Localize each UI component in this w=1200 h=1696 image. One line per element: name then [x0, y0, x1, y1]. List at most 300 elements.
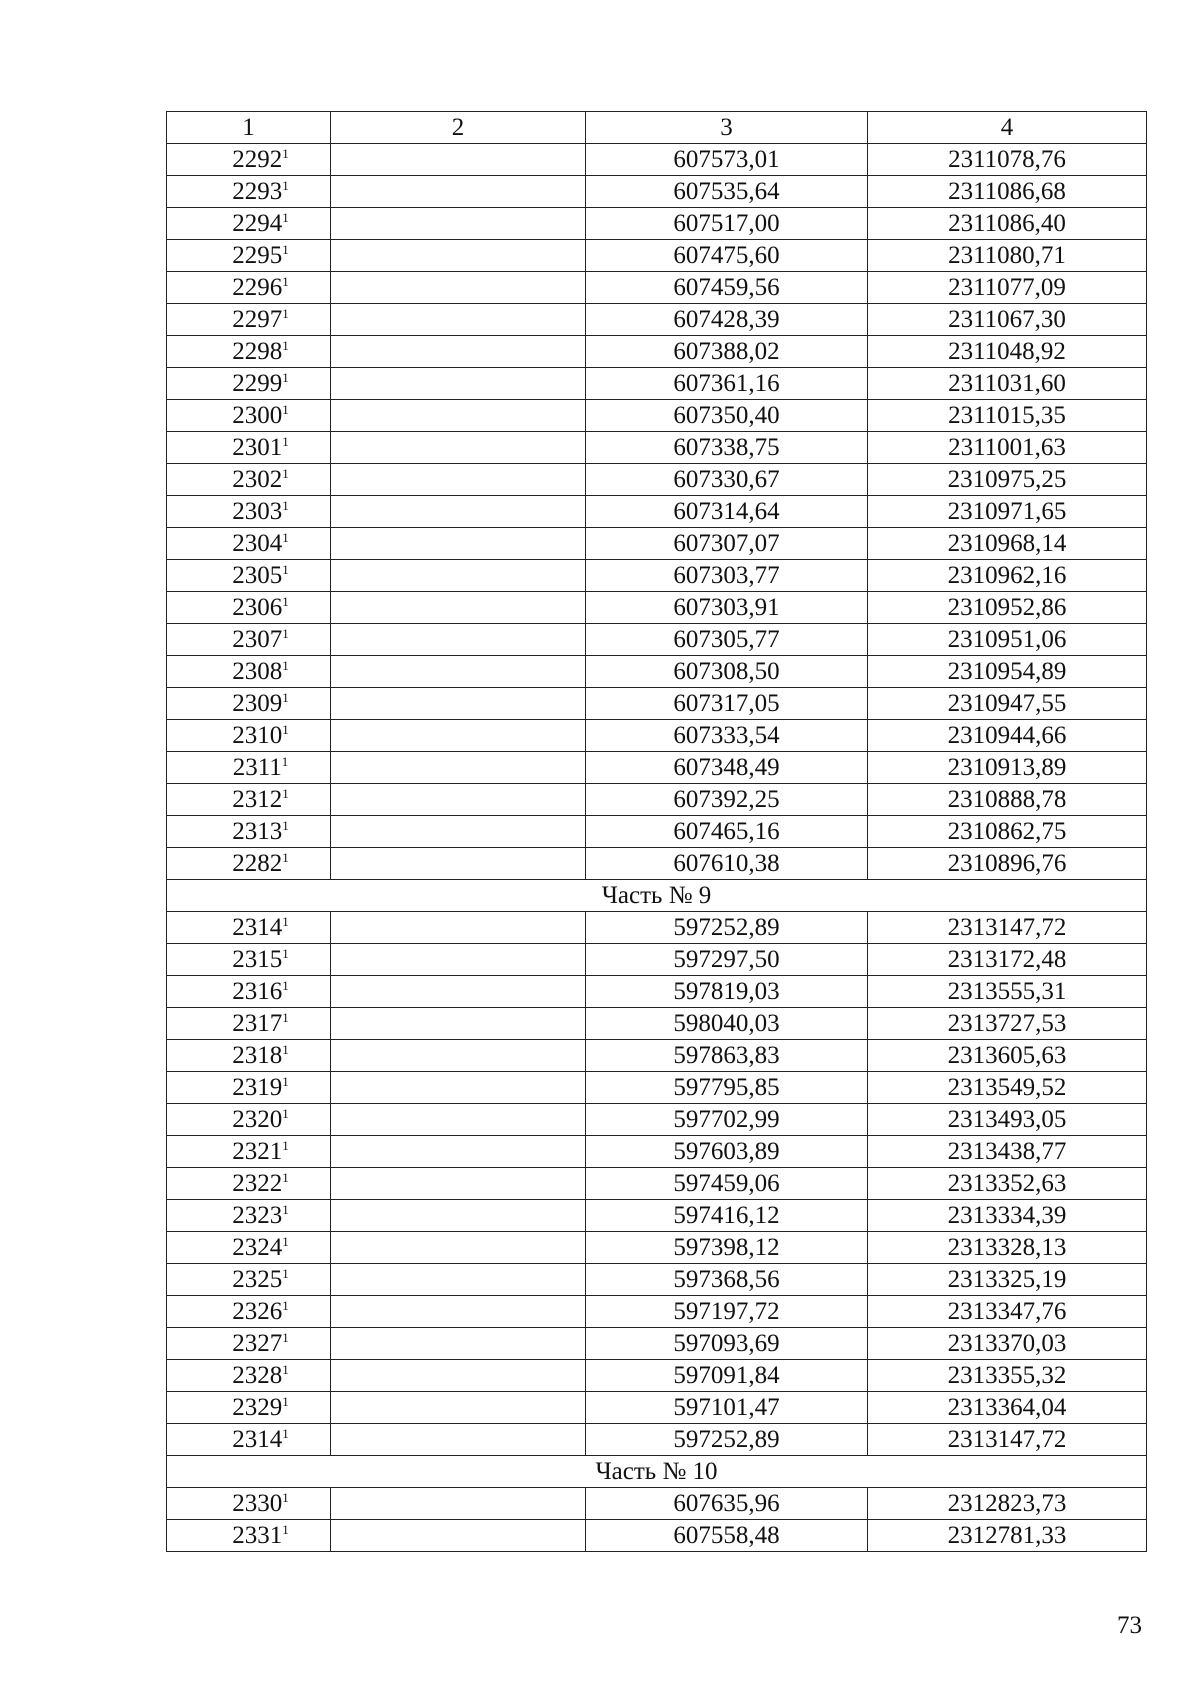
point-number-superscript: 1	[282, 1490, 289, 1505]
y-coordinate: 2311031,60	[868, 368, 1147, 400]
table-row	[167, 1136, 1147, 1168]
x-coordinate: 607388,02	[586, 336, 868, 368]
column-2-cell	[331, 368, 586, 400]
point-number-superscript: 1	[282, 434, 289, 449]
table-row	[167, 816, 1147, 848]
x-coordinate: 597398,12	[586, 1232, 868, 1264]
point-number-superscript: 1	[282, 1042, 289, 1057]
point-number: 2304	[232, 530, 283, 557]
y-coordinate: 2310896,76	[868, 848, 1147, 880]
point-number: 2294	[232, 210, 283, 237]
point-number-superscript: 1	[282, 242, 289, 257]
table-row	[167, 912, 1147, 944]
y-coordinate: 2310954,89	[868, 656, 1147, 688]
y-coordinate: 2310962,16	[868, 560, 1147, 592]
table-row	[167, 1328, 1147, 1360]
point-number-superscript: 1	[282, 594, 289, 609]
point-number-cell	[167, 944, 331, 976]
point-number-superscript: 1	[282, 1202, 289, 1217]
coordinates-table-body	[167, 112, 1147, 1552]
point-number: 2302	[232, 466, 283, 493]
point-number: 2296	[232, 274, 283, 301]
point-number-cell	[167, 1392, 331, 1424]
point-number: 2299	[232, 370, 283, 397]
y-coordinate: 2310862,75	[868, 816, 1147, 848]
point-number-superscript: 1	[282, 1394, 289, 1409]
column-2-cell	[331, 976, 586, 1008]
point-number: 2317	[232, 1010, 283, 1037]
table-row	[167, 720, 1147, 752]
point-number-cell	[167, 176, 331, 208]
point-number-superscript: 1	[282, 466, 289, 481]
point-number: 2319	[232, 1074, 283, 1101]
y-coordinate: 2313549,52	[868, 1072, 1147, 1104]
x-coordinate: 607459,56	[586, 272, 868, 304]
column-2-cell	[331, 1040, 586, 1072]
point-number: 2308	[232, 658, 283, 685]
table-row	[167, 1232, 1147, 1264]
x-coordinate: 597368,56	[586, 1264, 868, 1296]
column-2-cell	[331, 1168, 586, 1200]
point-number-superscript: 1	[282, 1010, 289, 1025]
point-number-superscript: 1	[282, 722, 289, 737]
point-number-cell	[167, 1360, 331, 1392]
point-number-cell	[167, 208, 331, 240]
point-number: 2327	[232, 1330, 283, 1357]
y-coordinate: 2313328,13	[868, 1232, 1147, 1264]
y-coordinate: 2311067,30	[868, 304, 1147, 336]
x-coordinate: 607308,50	[586, 656, 868, 688]
point-number-cell	[167, 432, 331, 464]
point-number: 2315	[232, 946, 283, 973]
point-number-cell	[167, 624, 331, 656]
point-number-cell	[167, 816, 331, 848]
point-number-superscript: 1	[282, 178, 289, 193]
y-coordinate: 2311001,63	[868, 432, 1147, 464]
x-coordinate: 597702,99	[586, 1104, 868, 1136]
point-number-cell	[167, 400, 331, 432]
column-2-cell	[331, 304, 586, 336]
point-number-cell	[167, 336, 331, 368]
point-number-cell	[167, 496, 331, 528]
y-coordinate: 2310968,14	[868, 528, 1147, 560]
table-row	[167, 1072, 1147, 1104]
column-2-cell	[331, 1424, 586, 1456]
y-coordinate: 2310888,78	[868, 784, 1147, 816]
column-2-cell	[331, 400, 586, 432]
x-coordinate: 597093,69	[586, 1328, 868, 1360]
x-coordinate: 607428,39	[586, 304, 868, 336]
table-row	[167, 432, 1147, 464]
table-row	[167, 1520, 1147, 1552]
point-number-cell	[167, 560, 331, 592]
point-number: 2329	[232, 1394, 283, 1421]
y-coordinate: 2310971,65	[868, 496, 1147, 528]
column-2-cell	[331, 1360, 586, 1392]
y-coordinate: 2313370,03	[868, 1328, 1147, 1360]
point-number-cell	[167, 912, 331, 944]
x-coordinate: 607475,60	[586, 240, 868, 272]
table-row	[167, 400, 1147, 432]
point-number-superscript: 1	[282, 946, 289, 961]
column-2-cell	[331, 1232, 586, 1264]
table-row	[167, 1040, 1147, 1072]
column-2-cell	[331, 144, 586, 176]
y-coordinate: 2311078,76	[868, 144, 1147, 176]
point-number-superscript: 1	[282, 1234, 289, 1249]
column-2-cell	[331, 752, 586, 784]
point-number: 2316	[232, 978, 283, 1005]
point-number-superscript: 1	[282, 210, 289, 225]
point-number: 2323	[232, 1202, 283, 1229]
point-number-superscript: 1	[282, 818, 289, 833]
point-number: 2330	[232, 1490, 283, 1517]
y-coordinate: 2313438,77	[868, 1136, 1147, 1168]
point-number-superscript: 1	[282, 306, 289, 321]
column-2-cell	[331, 688, 586, 720]
column-2-cell	[331, 848, 586, 880]
table-row	[167, 1104, 1147, 1136]
point-number: 2309	[232, 690, 283, 717]
table-row	[167, 1008, 1147, 1040]
y-coordinate: 2310951,06	[868, 624, 1147, 656]
table-row	[167, 368, 1147, 400]
point-number-superscript: 1	[282, 530, 289, 545]
point-number-superscript: 1	[282, 1106, 289, 1121]
y-coordinate: 2313605,63	[868, 1040, 1147, 1072]
point-number: 2313	[232, 818, 283, 845]
y-coordinate: 2313355,32	[868, 1360, 1147, 1392]
x-coordinate: 607317,05	[586, 688, 868, 720]
header-cell-4: 4	[868, 112, 1147, 144]
column-2-cell	[331, 464, 586, 496]
x-coordinate: 597252,89	[586, 912, 868, 944]
column-2-cell	[331, 784, 586, 816]
point-number-cell	[167, 1072, 331, 1104]
point-number-superscript: 1	[282, 850, 289, 865]
x-coordinate: 597252,89	[586, 1424, 868, 1456]
point-number: 2314	[232, 1426, 283, 1453]
x-coordinate: 597416,12	[586, 1200, 868, 1232]
point-number-superscript: 1	[282, 402, 289, 417]
table-row	[167, 1200, 1147, 1232]
section-title-row	[167, 1456, 1147, 1488]
x-coordinate: 607314,64	[586, 496, 868, 528]
column-2-cell	[331, 496, 586, 528]
point-number-cell	[167, 528, 331, 560]
y-coordinate: 2313325,19	[868, 1264, 1147, 1296]
point-number-cell	[167, 1200, 331, 1232]
point-number-superscript: 1	[282, 1298, 289, 1313]
x-coordinate: 597863,83	[586, 1040, 868, 1072]
y-coordinate: 2311015,35	[868, 400, 1147, 432]
point-number-superscript: 1	[282, 274, 289, 289]
x-coordinate: 597795,85	[586, 1072, 868, 1104]
table-row	[167, 1168, 1147, 1200]
table-row	[167, 304, 1147, 336]
x-coordinate: 607338,75	[586, 432, 868, 464]
point-number: 2321	[232, 1138, 283, 1165]
table-row	[167, 688, 1147, 720]
point-number: 2318	[232, 1042, 283, 1069]
table-row	[167, 976, 1147, 1008]
point-number-cell	[167, 1168, 331, 1200]
table-row	[167, 496, 1147, 528]
column-2-cell	[331, 1328, 586, 1360]
y-coordinate: 2313364,04	[868, 1392, 1147, 1424]
point-number: 2297	[232, 306, 283, 333]
point-number: 2312	[232, 786, 283, 813]
point-number-cell	[167, 656, 331, 688]
point-number-superscript: 1	[282, 1138, 289, 1153]
point-number-cell	[167, 592, 331, 624]
table-row	[167, 208, 1147, 240]
x-coordinate: 607392,25	[586, 784, 868, 816]
point-number-superscript: 1	[282, 1330, 289, 1345]
column-2-cell	[331, 176, 586, 208]
table-row	[167, 656, 1147, 688]
point-number: 2326	[232, 1298, 283, 1325]
table-row	[167, 1424, 1147, 1456]
column-2-cell	[331, 1264, 586, 1296]
point-number-cell	[167, 1264, 331, 1296]
point-number-superscript: 1	[281, 754, 289, 769]
table-row	[167, 272, 1147, 304]
header-cell-3: 3	[586, 112, 868, 144]
y-coordinate: 2313555,31	[868, 976, 1147, 1008]
y-coordinate: 2312823,73	[868, 1488, 1147, 1520]
table-row	[167, 624, 1147, 656]
point-number: 2311	[232, 754, 282, 781]
x-coordinate: 607305,77	[586, 624, 868, 656]
x-coordinate: 597459,06	[586, 1168, 868, 1200]
table-row	[167, 176, 1147, 208]
point-number-cell	[167, 1008, 331, 1040]
x-coordinate: 607517,00	[586, 208, 868, 240]
point-number-cell	[167, 784, 331, 816]
point-number: 2328	[232, 1362, 283, 1389]
x-coordinate: 607573,01	[586, 144, 868, 176]
x-coordinate: 607350,40	[586, 400, 868, 432]
header-cell-2: 2	[331, 112, 586, 144]
column-2-cell	[331, 1008, 586, 1040]
header-cell-1: 1	[167, 112, 331, 144]
column-2-cell	[331, 560, 586, 592]
column-2-cell	[331, 912, 586, 944]
coordinates-table	[166, 111, 1147, 1552]
table-row	[167, 784, 1147, 816]
y-coordinate: 2310975,25	[868, 464, 1147, 496]
table-row	[167, 336, 1147, 368]
point-number: 2301	[232, 434, 283, 461]
point-number-superscript: 1	[282, 1074, 289, 1089]
point-number-cell	[167, 464, 331, 496]
x-coordinate: 597091,84	[586, 1360, 868, 1392]
y-coordinate: 2310952,86	[868, 592, 1147, 624]
point-number-cell	[167, 752, 331, 784]
table-row	[167, 240, 1147, 272]
y-coordinate: 2313727,53	[868, 1008, 1147, 1040]
point-number-cell	[167, 1232, 331, 1264]
column-2-cell	[331, 240, 586, 272]
table-row	[167, 528, 1147, 560]
column-2-cell	[331, 816, 586, 848]
y-coordinate: 2311086,40	[868, 208, 1147, 240]
section-title: Часть № 10	[167, 1456, 1147, 1488]
x-coordinate: 607558,48	[586, 1520, 868, 1552]
point-number-superscript: 1	[282, 370, 289, 385]
page-number: 73	[1117, 1612, 1142, 1639]
point-number: 2307	[232, 626, 283, 653]
point-number-cell	[167, 1040, 331, 1072]
table-row	[167, 1488, 1147, 1520]
column-2-cell	[331, 1296, 586, 1328]
section-title: Часть № 9	[167, 880, 1147, 912]
section-title-row	[167, 880, 1147, 912]
y-coordinate: 2313352,63	[868, 1168, 1147, 1200]
x-coordinate: 607610,38	[586, 848, 868, 880]
column-2-cell	[331, 1104, 586, 1136]
point-number: 2282	[232, 850, 283, 877]
point-number-cell	[167, 976, 331, 1008]
x-coordinate: 607330,67	[586, 464, 868, 496]
point-number-superscript: 1	[282, 1426, 289, 1441]
column-2-cell	[331, 272, 586, 304]
y-coordinate: 2313147,72	[868, 1424, 1147, 1456]
point-number-cell	[167, 1520, 331, 1552]
point-number-superscript: 1	[282, 562, 289, 577]
column-2-cell	[331, 208, 586, 240]
x-coordinate: 597197,72	[586, 1296, 868, 1328]
point-number-cell	[167, 1104, 331, 1136]
point-number-cell	[167, 848, 331, 880]
point-number-superscript: 1	[282, 978, 289, 993]
table-row	[167, 848, 1147, 880]
point-number-superscript: 1	[282, 1266, 289, 1281]
column-2-cell	[331, 528, 586, 560]
x-coordinate: 607535,64	[586, 176, 868, 208]
y-coordinate: 2311080,71	[868, 240, 1147, 272]
point-number-superscript: 1	[282, 786, 289, 801]
point-number-superscript: 1	[282, 498, 289, 513]
point-number-cell	[167, 1488, 331, 1520]
point-number-cell	[167, 240, 331, 272]
table-row	[167, 752, 1147, 784]
point-number: 2293	[232, 178, 283, 205]
column-2-cell	[331, 720, 586, 752]
x-coordinate: 607333,54	[586, 720, 868, 752]
table-row	[167, 560, 1147, 592]
point-number-superscript: 1	[282, 1362, 289, 1377]
x-coordinate: 607303,77	[586, 560, 868, 592]
point-number-cell	[167, 1424, 331, 1456]
table-row	[167, 592, 1147, 624]
point-number-superscript: 1	[282, 914, 289, 929]
column-2-cell	[331, 656, 586, 688]
y-coordinate: 2313334,39	[868, 1200, 1147, 1232]
point-number: 2320	[232, 1106, 283, 1133]
point-number: 2303	[232, 498, 283, 525]
point-number: 2300	[232, 402, 283, 429]
table-row	[167, 144, 1147, 176]
point-number-superscript: 1	[282, 658, 289, 673]
point-number-superscript: 1	[282, 626, 289, 641]
y-coordinate: 2313172,48	[868, 944, 1147, 976]
y-coordinate: 2311086,68	[868, 176, 1147, 208]
column-2-cell	[331, 944, 586, 976]
y-coordinate: 2313147,72	[868, 912, 1147, 944]
table-row	[167, 464, 1147, 496]
x-coordinate: 607635,96	[586, 1488, 868, 1520]
point-number-superscript: 1	[282, 146, 289, 161]
column-2-cell	[331, 1200, 586, 1232]
y-coordinate: 2312781,33	[868, 1520, 1147, 1552]
table-row	[167, 1296, 1147, 1328]
point-number-cell	[167, 304, 331, 336]
point-number-cell	[167, 1328, 331, 1360]
x-coordinate: 597101,47	[586, 1392, 868, 1424]
point-number-superscript: 1	[282, 338, 289, 353]
table-row	[167, 1360, 1147, 1392]
point-number: 2310	[232, 722, 283, 749]
table-row	[167, 1264, 1147, 1296]
x-coordinate: 607303,91	[586, 592, 868, 624]
column-2-cell	[331, 1488, 586, 1520]
point-number: 2295	[232, 242, 283, 269]
point-number-cell	[167, 368, 331, 400]
x-coordinate: 597603,89	[586, 1136, 868, 1168]
table-row	[167, 1392, 1147, 1424]
column-2-cell	[331, 432, 586, 464]
point-number: 2324	[232, 1234, 283, 1261]
x-coordinate: 607361,16	[586, 368, 868, 400]
point-number-superscript: 1	[282, 690, 289, 705]
x-coordinate: 597819,03	[586, 976, 868, 1008]
x-coordinate: 607348,49	[586, 752, 868, 784]
point-number: 2325	[232, 1266, 283, 1293]
column-2-cell	[331, 1136, 586, 1168]
column-2-cell	[331, 1520, 586, 1552]
x-coordinate: 597297,50	[586, 944, 868, 976]
point-number-cell	[167, 688, 331, 720]
point-number-cell	[167, 720, 331, 752]
point-number: 2305	[232, 562, 283, 589]
point-number-cell	[167, 272, 331, 304]
column-2-cell	[331, 1072, 586, 1104]
point-number-cell	[167, 1136, 331, 1168]
column-2-cell	[331, 624, 586, 656]
point-number: 2322	[232, 1170, 283, 1197]
column-2-cell	[331, 336, 586, 368]
y-coordinate: 2310913,89	[868, 752, 1147, 784]
y-coordinate: 2311077,09	[868, 272, 1147, 304]
point-number-cell	[167, 1296, 331, 1328]
point-number: 2314	[232, 914, 283, 941]
y-coordinate: 2310947,55	[868, 688, 1147, 720]
point-number: 2331	[232, 1522, 283, 1549]
y-coordinate: 2313347,76	[868, 1296, 1147, 1328]
point-number-cell	[167, 144, 331, 176]
point-number: 2298	[232, 338, 283, 365]
point-number-superscript: 1	[282, 1170, 289, 1185]
point-number-superscript: 1	[282, 1522, 289, 1537]
point-number: 2292	[232, 146, 283, 173]
column-2-cell	[331, 592, 586, 624]
y-coordinate: 2310944,66	[868, 720, 1147, 752]
x-coordinate: 607465,16	[586, 816, 868, 848]
table-row	[167, 944, 1147, 976]
x-coordinate: 607307,07	[586, 528, 868, 560]
